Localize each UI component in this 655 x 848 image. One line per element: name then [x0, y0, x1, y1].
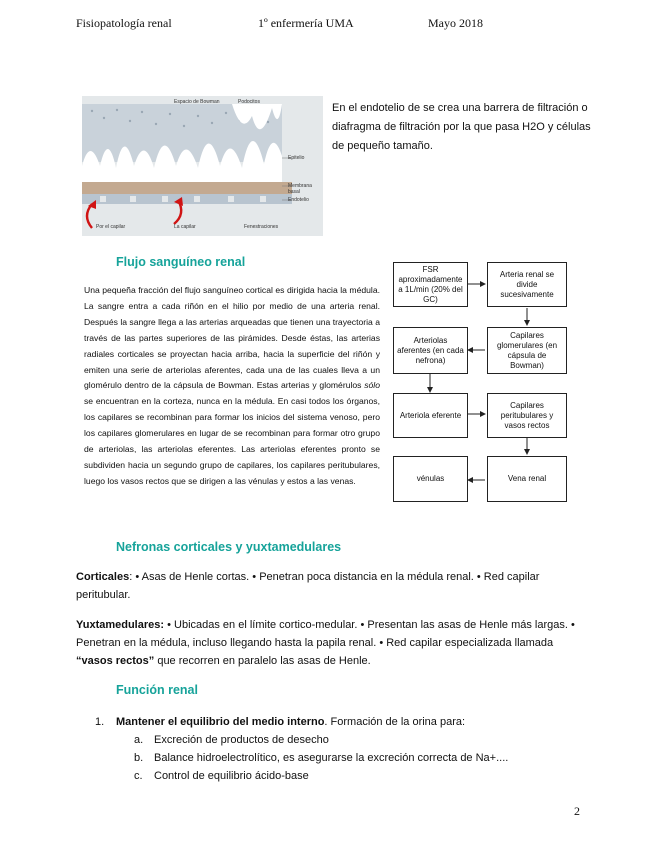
yuxtamedulares-paragraph — [76, 616, 580, 670]
funcion-item1-number: 1. — [95, 716, 105, 728]
page-number: 2 — [574, 804, 580, 818]
yuxta-bold: “vasos rectos” — [76, 655, 155, 667]
funcion-sub-c-letter: c. — [134, 770, 143, 782]
flujo-paragraph-part2: se encuentran en la corteza, nunca en la médula. En casi todos los órganos, los capilares se recombinan para formar los inicios del sistema venoso, pero los capilares glomerulares en lugar de se recombinan para formar otro grupo de arteriolas, las arteriolas eferentes. Las arteriolas eferentes pronto se subdividen hacia un segundo grupo de capilares, los capilares peritubulares, luego los vasos rectos que se dirigen a las vénulas y estos a las venas. — [84, 396, 380, 486]
corticales-text: : • Asas de Henle cortas. • Penetran poca distancia en la médula renal. • Red capilar peritubular. — [76, 571, 540, 601]
corticales-paragraph — [76, 568, 580, 604]
flow-box-arteriola-eferente: Arteriola eferente — [393, 393, 468, 438]
figure-label-bottom-left: Por el capilar — [96, 224, 126, 230]
figure-label-bottom-mid: La capilar — [174, 224, 196, 230]
funcion-item1 — [116, 713, 586, 731]
funcion-sub-b-letter: b. — [134, 752, 144, 764]
funcion-item1-bold: Mantener el equilibrio del medio interno — [116, 716, 325, 728]
figure-label-endotelio: Endotelio — [288, 197, 309, 203]
flow-box-vena-renal: Vena renal — [487, 456, 567, 502]
flow-box-capilares-glomerulares: Capilares glomerulares (en cápsula de Bowman) — [487, 327, 567, 374]
nefronas-heading: Nefronas corticales y yuxtamedulares — [116, 540, 342, 554]
funcion-item1-rest: . Formación de la orina para: — [324, 716, 466, 728]
flow-box-fsr: FSR aproximadamente a 1L/min (20% del GC) — [393, 262, 468, 307]
funcion-heading: Función renal — [116, 683, 198, 697]
yuxta-text-1: • Ubicadas en el límite cortico-medular. • Presentan las asas de Henle más largas. • Penetran en la médula, incluso llegando hasta la papila renal. • Red capilar especializada llamada — [76, 619, 575, 649]
header-right: Mayo 2018 — [428, 16, 483, 30]
flow-box-arteriolas-aferentes: Arteriolas aferentes (en cada nefrona) — [393, 327, 468, 374]
figure-label-bottom-right: Fenestraciones — [244, 224, 279, 230]
figure-label-bowman: Espacio de Bowman — [174, 99, 220, 105]
filtration-barrier-illustration — [82, 96, 323, 236]
figure-label-membrana: Membrana basal — [288, 183, 312, 195]
header-left: Fisiopatología renal — [76, 16, 172, 30]
intro-text: En el endotelio de se crea una barrera de filtración o diafragma de filtración por la que pasa H2O y células de pequeño tamaño. — [332, 102, 591, 152]
funcion-sub-a-text: Excreción de productos de desecho — [154, 734, 329, 746]
flow-box-capilares-peritubulares: Capilares peritubulares y vasos rectos — [487, 393, 567, 438]
header-center: 1º enfermería UMA — [258, 16, 354, 30]
filtration-barrier-figure — [82, 96, 323, 236]
blood-flow-flowchart — [393, 262, 568, 502]
funcion-sub-a-letter: a. — [134, 734, 144, 746]
flujo-paragraph — [84, 283, 380, 490]
flujo-paragraph-italic: sólo — [364, 380, 380, 391]
corticales-label: Corticales — [76, 571, 130, 583]
flujo-paragraph-part1: Una pequeña fracción del flujo sanguíneo cortical es dirigida hacia la médula. La sangre entra a cada riñón en el hilio por medio de una arteria renal. Después la sangre llega a las arterias arqueadas que tienen una trayectoria a través de las partes superiores de las pirámides. Desde éstas, las arterias radiales corticales se proyectan hacia arriba, hacia la superficie del riñón y emiten una serie de arteriolas aferentes, cada una de las cuales lleva a un glomérulo dentro de la cápsula de Bowman. Estas arterias y glomérulos — [84, 285, 380, 391]
flow-box-venulas: vénulas — [393, 456, 468, 502]
funcion-sub-c-text: Control de equilibrio ácido-base — [154, 770, 309, 782]
yuxta-text-2: que recorren en paralelo las asas de Henle. — [154, 655, 371, 667]
flujo-heading: Flujo sanguíneo renal — [116, 255, 246, 269]
funcion-sub-b-text: Balance hidroelectrolítico, es asegurarse la excreción correcta de Na+.... — [154, 752, 509, 764]
yuxta-label: Yuxtamedulares: — [76, 619, 165, 631]
figure-label-epitelio: Epitelio — [288, 155, 305, 161]
figure-label-podocitos: Podocitos — [238, 99, 260, 105]
flow-box-arteria-renal: Arteria renal se divide sucesivamente — [487, 262, 567, 307]
